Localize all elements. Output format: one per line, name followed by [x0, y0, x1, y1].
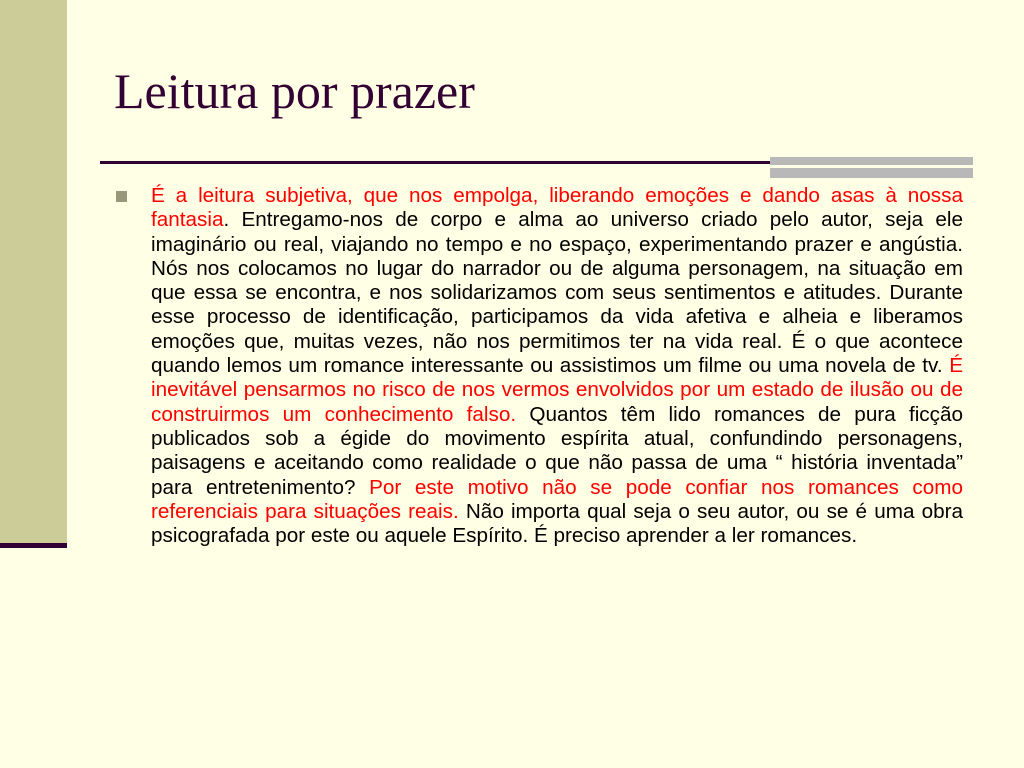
text-run-highlight: Por este motivo não se pode confiar nos romances como referenciais para situações reais.	[151, 475, 963, 523]
text-run-highlight: É a leitura subjetiva, que nos empolga, liberando emoções e dando asas à nossa fantasia	[151, 184, 963, 232]
accent-bar-top	[770, 157, 973, 165]
text-run: Quantos têm lido romances de pura ficção publicados sob a égide do movimento espírita atual, confundindo personagens, paisagens e aceitando como realidade o que não passa de uma “ história inventada” para entretenimento?	[151, 402, 963, 499]
title-divider	[100, 161, 770, 164]
text-run: Não importa qual seja o seu autor, ou se é uma obra psicografada por este ou aquele Espírito. É preciso aprender a ler romances.	[151, 499, 963, 548]
text-run-highlight: É inevitável pensarmos no risco de nos vermos envolvidos por um estado de ilusão ou de construirmos um conhecimento falso.	[151, 354, 963, 426]
left-decorative-band	[0, 0, 67, 543]
slide-title: Leitura por prazer	[114, 63, 475, 119]
accent-bar-bottom	[770, 168, 973, 178]
body-paragraph	[151, 184, 963, 548]
left-band-rule	[0, 543, 67, 548]
text-run: . Entregamo-nos de corpo e alma ao universo criado pelo autor, seja ele imaginário ou real, viajando no tempo e no espaço, experimentando prazer e angústia. Nós nos colocamos no lugar do narrador ou de alguma personagem, na situação em que essa se encontra, e nos solidarizamos com seus sentimentos e atitudes. Durante esse processo de identificação, participamos da vida afetiva e alheia e liberamos emoções que, muitas vezes, não nos permitimos ter na vida real. É o que acontece quando lemos um romance interessante ou assistimos um filme ou uma novela de tv.	[151, 208, 963, 378]
square-bullet-icon	[116, 191, 127, 202]
